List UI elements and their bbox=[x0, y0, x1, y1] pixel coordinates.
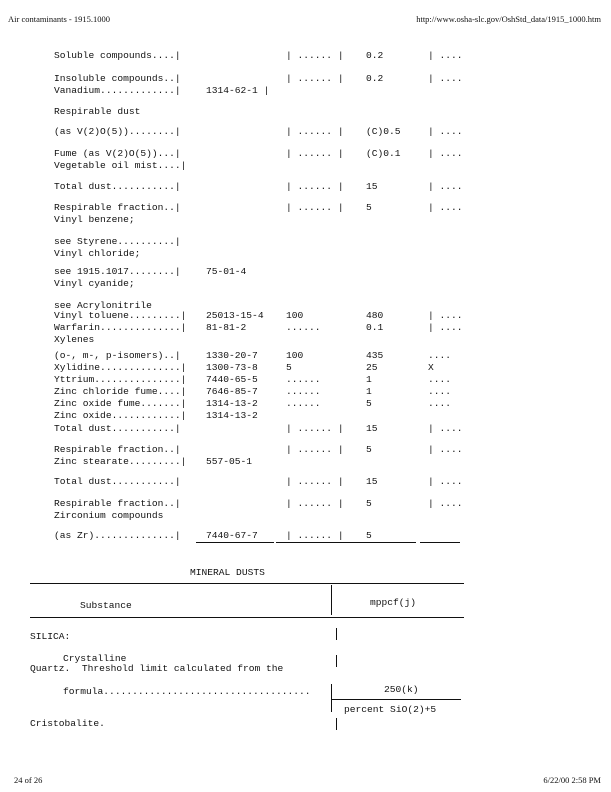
skin-cell: | .... bbox=[428, 476, 463, 487]
substance-cell: Xylenes bbox=[54, 334, 95, 345]
cas-cell: 25013-15-4 bbox=[206, 310, 264, 321]
mg-cell: 5 bbox=[366, 202, 372, 213]
ppm-cell: 100 bbox=[286, 310, 304, 321]
table-row bbox=[0, 350, 611, 362]
cas-cell: 7646-85-7 bbox=[206, 386, 258, 397]
substance-cell: Respirable dust bbox=[54, 106, 141, 117]
substance-cell: Total dust...........| bbox=[54, 423, 181, 434]
ppm-cell: | ...... | bbox=[286, 530, 344, 541]
skin-cell: | .... bbox=[428, 423, 463, 434]
cas-cell: 81-81-2 bbox=[206, 322, 247, 333]
ppm-cell: | ...... | bbox=[286, 423, 344, 434]
ppm-cell: | ...... | bbox=[286, 476, 344, 487]
mg-cell: 435 bbox=[366, 350, 384, 361]
skin-cell: | .... bbox=[428, 73, 463, 84]
ppm-cell: 5 bbox=[286, 362, 292, 373]
substance-cell: Soluble compounds....| bbox=[54, 50, 181, 61]
mg-cell: 0.2 bbox=[366, 50, 384, 61]
ppm-cell: | ...... | bbox=[286, 181, 344, 192]
ppm-cell: ...... bbox=[286, 398, 321, 409]
divider bbox=[336, 655, 337, 667]
divider bbox=[331, 585, 332, 615]
table-row bbox=[0, 374, 611, 386]
table-rule bbox=[420, 542, 460, 543]
mg-cell: (C)0.1 bbox=[366, 148, 401, 159]
skin-cell: | .... bbox=[428, 322, 463, 333]
table-row bbox=[0, 310, 611, 322]
substance-cell: Respirable fraction..| bbox=[54, 444, 181, 455]
mg-cell: 25 bbox=[366, 362, 378, 373]
ppm-cell: ...... bbox=[286, 322, 321, 333]
quartz-label: Quartz. Threshold limit calculated from the bbox=[30, 663, 284, 674]
substance-cell: (o-, m-, p-isomers)..| bbox=[54, 350, 181, 361]
ppm-cell: 100 bbox=[286, 350, 304, 361]
divider bbox=[30, 583, 464, 584]
mg-cell: 480 bbox=[366, 310, 384, 321]
cas-cell: 1314-13-2 bbox=[206, 398, 258, 409]
substance-cell: (as V(2)O(5))........| bbox=[54, 126, 181, 137]
skin-cell: | .... bbox=[428, 181, 463, 192]
divider bbox=[331, 684, 332, 712]
table-row bbox=[0, 106, 611, 118]
table-row bbox=[0, 444, 611, 456]
substance-cell: Total dust...........| bbox=[54, 476, 181, 487]
table-row bbox=[0, 214, 611, 226]
table-row bbox=[0, 476, 611, 488]
silica-label: SILICA: bbox=[30, 631, 71, 642]
substance-cell: see 1915.1017........| bbox=[54, 266, 181, 277]
substance-cell: see Styrene..........| bbox=[54, 236, 181, 247]
fraction-bar bbox=[331, 699, 461, 700]
cas-cell: 1330-20-7 bbox=[206, 350, 258, 361]
header-url: http://www.osha-slc.gov/OshStd_data/1915_1000.htm bbox=[416, 14, 601, 24]
table-row bbox=[0, 498, 611, 510]
skin-cell: | .... bbox=[428, 310, 463, 321]
header-title: Air contaminants - 1915.1000 bbox=[8, 14, 110, 24]
substance-cell: (as Zr)..............| bbox=[54, 530, 181, 541]
mg-cell: 1 bbox=[366, 386, 372, 397]
substance-cell: Vanadium.............| bbox=[54, 85, 181, 96]
table-row bbox=[0, 160, 611, 172]
substance-cell: Yttrium...............| bbox=[54, 374, 187, 385]
table-row bbox=[0, 322, 611, 334]
table-row bbox=[0, 398, 611, 410]
table-row bbox=[0, 510, 611, 522]
mg-cell: 15 bbox=[366, 181, 378, 192]
table-row bbox=[0, 248, 611, 260]
mg-cell: 5 bbox=[366, 530, 372, 541]
table-row bbox=[0, 410, 611, 422]
substance-cell: Vinyl cyanide; bbox=[54, 278, 135, 289]
mg-cell: 5 bbox=[366, 444, 372, 455]
table-row bbox=[0, 386, 611, 398]
table-row bbox=[0, 334, 611, 346]
skin-cell: .... bbox=[428, 374, 452, 385]
table-row bbox=[0, 85, 611, 97]
formula-label: formula.................................... bbox=[63, 686, 311, 697]
formula-denominator: percent SiO(2)+5 bbox=[344, 704, 437, 715]
ppm-cell: | ...... | bbox=[286, 73, 344, 84]
mg-cell: 1 bbox=[366, 374, 372, 385]
mg-cell: 15 bbox=[366, 423, 378, 434]
table-rule bbox=[196, 542, 274, 543]
footer-page: 24 of 26 bbox=[14, 775, 43, 785]
table-row bbox=[0, 278, 611, 290]
ppm-cell: ...... bbox=[286, 374, 321, 385]
skin-cell: | .... bbox=[428, 126, 463, 137]
substance-cell: Vegetable oil mist....| bbox=[54, 160, 187, 171]
footer-timestamp: 6/22/00 2:58 PM bbox=[543, 775, 601, 785]
cristobalite-label: Cristobalite. bbox=[30, 718, 105, 729]
column-header-substance: Substance bbox=[80, 600, 132, 611]
substance-cell: Vinyl chloride; bbox=[54, 248, 141, 259]
substance-cell: see Acrylonitrile bbox=[54, 300, 152, 311]
cas-cell: 75-01-4 bbox=[206, 266, 247, 277]
ppm-cell: ...... bbox=[286, 386, 321, 397]
ppm-cell: | ...... | bbox=[286, 498, 344, 509]
cas-cell: 1314-62-1 | bbox=[206, 85, 270, 96]
table-row bbox=[0, 423, 611, 435]
mg-cell: 5 bbox=[366, 398, 372, 409]
cas-cell: 1314-13-2 bbox=[206, 410, 258, 421]
table-row bbox=[0, 181, 611, 193]
column-header-mppcf: mppcf(j) bbox=[370, 597, 417, 608]
substance-cell: Respirable fraction..| bbox=[54, 498, 181, 509]
formula-value: 250(k) bbox=[384, 684, 419, 695]
skin-cell: .... bbox=[428, 350, 452, 361]
cas-cell: 557-05-1 bbox=[206, 456, 253, 467]
table-row bbox=[0, 530, 611, 542]
ppm-cell: | ...... | bbox=[286, 50, 344, 61]
mg-cell: 15 bbox=[366, 476, 378, 487]
cas-cell: 1300-73-8 bbox=[206, 362, 258, 373]
substance-cell: Xylidine..............| bbox=[54, 362, 187, 373]
ppm-cell: | ...... | bbox=[286, 126, 344, 137]
divider bbox=[30, 617, 464, 618]
divider bbox=[336, 718, 337, 730]
table-row bbox=[0, 126, 611, 138]
table-row bbox=[0, 362, 611, 374]
substance-cell: Zinc oxide fume.......| bbox=[54, 398, 187, 409]
substance-cell: Respirable fraction..| bbox=[54, 202, 181, 213]
skin-cell: | .... bbox=[428, 444, 463, 455]
skin-cell: .... bbox=[428, 386, 452, 397]
skin-cell: | .... bbox=[428, 148, 463, 159]
mg-cell: 0.2 bbox=[366, 73, 384, 84]
skin-cell: | .... bbox=[428, 202, 463, 213]
crystalline-label: Crystalline bbox=[63, 653, 127, 664]
table-row bbox=[0, 456, 611, 468]
mg-cell: 0.1 bbox=[366, 322, 384, 333]
table-row bbox=[0, 50, 611, 62]
table-row bbox=[0, 266, 611, 278]
substance-cell: Zinc stearate.........| bbox=[54, 456, 187, 467]
skin-cell: .... bbox=[428, 398, 452, 409]
substance-cell: Total dust...........| bbox=[54, 181, 181, 192]
table-row bbox=[0, 148, 611, 160]
divider bbox=[336, 628, 337, 640]
substance-cell: Zirconium compounds bbox=[54, 510, 164, 521]
substance-cell: Insoluble compounds..| bbox=[54, 73, 181, 84]
mineral-dusts-title: MINERAL DUSTS bbox=[190, 567, 265, 578]
table-rule bbox=[276, 542, 330, 543]
substance-cell: Warfarin..............| bbox=[54, 322, 187, 333]
skin-cell: | .... bbox=[428, 50, 463, 61]
skin-cell: | .... bbox=[428, 498, 463, 509]
substance-cell: Vinyl toluene.........| bbox=[54, 310, 187, 321]
ppm-cell: | ...... | bbox=[286, 148, 344, 159]
ppm-cell: | ...... | bbox=[286, 444, 344, 455]
table-row bbox=[0, 73, 611, 85]
ppm-cell: | ...... | bbox=[286, 202, 344, 213]
table-row bbox=[0, 202, 611, 214]
cas-cell: 7440-65-5 bbox=[206, 374, 258, 385]
substance-cell: Zinc oxide............| bbox=[54, 410, 187, 421]
substance-cell: Zinc chloride fume....| bbox=[54, 386, 187, 397]
table-row bbox=[0, 236, 611, 248]
table-rule bbox=[330, 542, 416, 543]
substance-cell: Fume (as V(2)O(5))...| bbox=[54, 148, 181, 159]
mg-cell: 5 bbox=[366, 498, 372, 509]
cas-cell: 7440-67-7 bbox=[206, 530, 258, 541]
skin-cell: X bbox=[428, 362, 434, 373]
substance-cell: Vinyl benzene; bbox=[54, 214, 135, 225]
mg-cell: (C)0.5 bbox=[366, 126, 401, 137]
